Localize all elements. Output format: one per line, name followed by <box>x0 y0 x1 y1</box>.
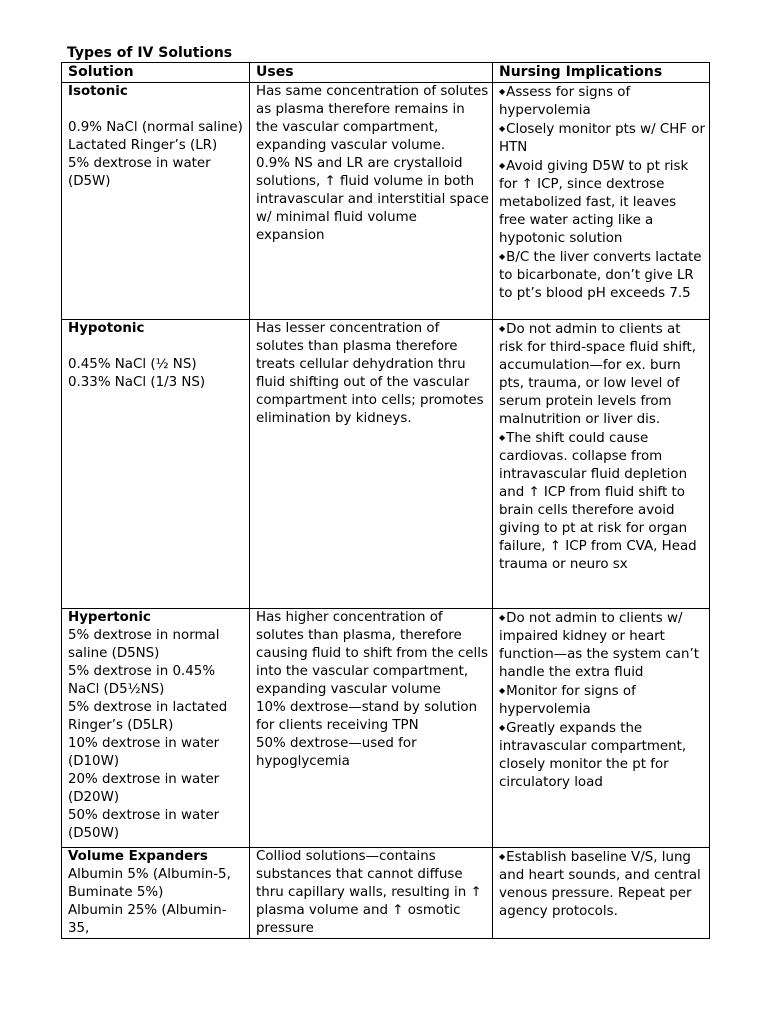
implication-item: ◆ Avoid giving D5W to pt risk for ↑ ICP, since dextrose metabolized fast, it leaves free water acting like a hypotonic solution <box>499 157 706 248</box>
solution-type-title: Isotonic <box>68 84 128 99</box>
solution-cell <box>62 609 250 848</box>
uses-line: Has lesser concentration of solutes than plasma therefore treats cellular dehydration thru fluid shifting out of the vascular compartment into cells; promotes elimination by kidneys. <box>256 321 484 426</box>
uses-cell <box>250 609 493 848</box>
iv-solutions-table <box>61 62 710 939</box>
solution-line: 5% dextrose in water (D5W) <box>68 156 211 189</box>
solution-line: 0.33% NaCl (1/3 NS) <box>68 375 206 390</box>
spacer <box>68 101 246 119</box>
implication-item: ◆ Establish baseline V/S, lung and heart sounds, and central venous pressure. Repeat per agency protocols. <box>499 848 706 921</box>
table-row-volume-expanders <box>62 848 710 939</box>
table-row-isotonic <box>62 83 710 320</box>
header-solution: Solution <box>62 63 250 83</box>
implication-item: ◆ Do not admin to clients at risk for third-space fluid shift, accumulation—for ex. burn pts, trauma, or low level of serum protein levels from malnutrition or liver dis. <box>499 320 706 429</box>
solution-line: 5% dextrose in normal saline (D5NS) <box>68 628 220 661</box>
solution-line: 10% dextrose in water (D10W) <box>68 736 220 769</box>
implication-item: ◆ Greatly expands the intravascular compartment, closely monitor the pt for circulatory load <box>499 719 706 792</box>
solution-line: 5% dextrose in lactated Ringer’s (D5LR) <box>68 700 228 733</box>
table-row-hypotonic <box>62 320 710 609</box>
solution-line: Albumin 5% (Albumin-5, Buminate 5%) <box>68 867 231 900</box>
uses-line: 50% dextrose—used for hypoglycemia <box>256 736 417 769</box>
uses-cell <box>250 848 493 939</box>
solution-line: 50% dextrose in water (D50W) <box>68 808 220 841</box>
solution-line: Lactated Ringer’s (LR) <box>68 138 218 153</box>
implication-item: ◆ B/C the liver converts lactate to bicarbonate, don’t give LR to pt’s blood pH exceeds 7.5 <box>499 248 706 303</box>
uses-line: Has same concentration of solutes as plasma therefore remains in the vascular compartment, expanding vascular volume. <box>256 84 489 153</box>
solution-line: 5% dextrose in 0.45% NaCl (D5½NS) <box>68 664 216 697</box>
implications-cell <box>493 848 710 939</box>
solution-line: 20% dextrose in water (D20W) <box>68 772 220 805</box>
implication-item: ◆ Do not admin to clients w/ impaired kidney or heart function—as the system can’t handle the extra fluid <box>499 609 706 682</box>
solution-cell <box>62 848 250 939</box>
uses-cell <box>250 83 493 320</box>
spacer <box>68 338 246 356</box>
implications-cell <box>493 320 710 609</box>
implications-cell <box>493 83 710 320</box>
uses-line: Colliod solutions—contains substances that cannot diffuse thru capillary walls, resulting in ↑ plasma volume and ↑ osmotic pressure <box>256 849 482 936</box>
solution-line: Albumin 25% (Albumin-35, <box>68 903 227 936</box>
solution-type-title: Volume Expanders <box>68 849 208 864</box>
uses-line: Has higher concentration of solutes than plasma, therefore causing fluid to shift from the cells into the vascular compartment, expanding vascular volume <box>256 610 488 697</box>
implication-item: ◆ Closely monitor pts w/ CHF or HTN <box>499 120 706 157</box>
uses-line: 10% dextrose—stand by solution for clients receiving TPN <box>256 700 478 733</box>
table-header-row <box>62 63 710 83</box>
solution-line: 0.9% NaCl (normal saline) <box>68 120 243 135</box>
implication-item: ◆ The shift could cause cardiovas. collapse from intravascular fluid depletion and ↑ ICP from fluid shift to brain cells therefore avoid giving to pt at risk for organ failure, ↑ ICP from CVA, Head trauma or neuro sx <box>499 429 706 574</box>
solution-type-title: Hypertonic <box>68 610 151 625</box>
header-uses: Uses <box>250 63 493 83</box>
solution-type-title: Hypotonic <box>68 321 145 336</box>
page-title: Types of IV Solutions <box>67 45 233 61</box>
solution-cell <box>62 83 250 320</box>
table-row-hypertonic <box>62 609 710 848</box>
uses-cell <box>250 320 493 609</box>
solution-cell <box>62 320 250 609</box>
implications-cell <box>493 609 710 848</box>
uses-line: 0.9% NS and LR are crystalloid solutions, ↑ fluid volume in both intravascular and interstitial space w/ minimal fluid volume expansion <box>256 156 489 243</box>
header-nursing-implications: Nursing Implications <box>493 63 710 83</box>
implication-item: ◆ Monitor for signs of hypervolemia <box>499 682 706 719</box>
solution-line: 0.45% NaCl (½ NS) <box>68 357 197 372</box>
implication-item: ◆ Assess for signs of hypervolemia <box>499 83 706 120</box>
